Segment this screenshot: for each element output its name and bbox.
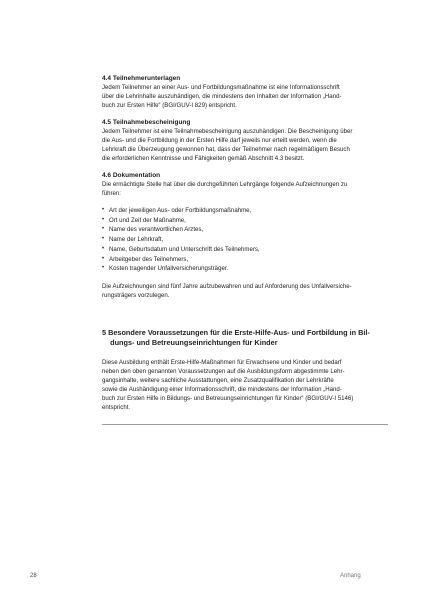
list-item	[102, 216, 370, 226]
bullet-icon: •	[102, 216, 105, 223]
footer-section-label: Anhang	[340, 573, 361, 579]
list-item-text: Name, Geburtsdatum und Unterschrift des Teilnehmers,	[109, 245, 260, 253]
section-heading: 4.4 Teilnehmerunterlagen	[102, 75, 181, 82]
paragraph-line: Jedem Teilnehmer ist eine Teilnahmebescheinigung auszuhändigen. Die Bescheinigung über	[102, 128, 353, 135]
paragraph-line: die erforderlichen Kenntnisse und Fähigkeiten gemäß Abschnitt 4.3 besitzt.	[102, 155, 305, 162]
bullet-icon: •	[102, 265, 105, 272]
bullet-icon: •	[102, 245, 105, 252]
bullet-icon: •	[102, 207, 105, 213]
paragraph-line: über die Lehrinhalte auszuhändigen, die mindestens den Inhalten der Information „Hand-	[102, 93, 342, 100]
page-number: 28	[30, 573, 37, 579]
list-item	[102, 255, 370, 265]
list-item	[102, 206, 370, 216]
paragraph-line: führen:	[102, 190, 121, 197]
paragraph-line: Die ermächtigte Stelle hat über die durchgeführten Lehrgänge folgende Aufzeichnungen zu	[102, 181, 348, 188]
chapter-heading: dungs- und Betreuungseinrichtungen für Kinder	[102, 337, 278, 347]
list-item-text: Arbeitgeber des Teilnehmers,	[109, 255, 189, 263]
paragraph-line: gangsinhalte, weitere sachliche Ausstattungen, eine Zusatzqualifikation der Lehrkräfte	[102, 376, 334, 384]
list-item	[102, 245, 370, 255]
list-item-text: Name der Lehrkraft,	[109, 236, 164, 244]
section-teilnahmebescheinigung	[102, 118, 370, 163]
list-item-text: Kosten tragender Unfallversicherungsträger.	[109, 265, 229, 273]
paragraph-line: neben den oben genannten Voraussetzungen auf die Ausbildungsform abgestimmte Lehr-	[102, 367, 345, 375]
bullet-list	[102, 206, 370, 274]
paragraph-line: Diese Ausbildung enthält Erste-Hilfe-Maßnahmen für Erwachsene und Kinder und bedarf	[102, 358, 342, 366]
paragraph-line: Die Aufzeichnungen sind fünf Jahre aufzubewahren und auf Anforderung des Unfallversiche-	[102, 282, 352, 290]
section-teilnehmerunterlagen	[102, 74, 370, 110]
paragraph-line: die Aus- und die Fortbildung in der Ersten Hilfe darf jeweils nur erteilt werden, wenn die	[102, 137, 337, 144]
paragraph-line: buch zur Ersten Hilfe“ (BGI/GUV-I 829) entspricht.	[102, 102, 237, 109]
list-item-text: Ort und Zeit der Maßnahme,	[109, 216, 186, 224]
paragraph-line: sowie die Aushändigung einer Informationsschrift, die mindestens der Information „Hand-	[102, 385, 342, 393]
section-dokumentation	[102, 171, 370, 300]
section-divider	[102, 424, 388, 425]
list-item-text: Name des verantwortlichen Arztes,	[109, 226, 204, 234]
chapter-besondere-voraussetzungen	[102, 328, 370, 412]
paragraph-line: Jedem Teilnehmer an einer Aus- und Fortbildungsmaßnahme ist eine Informationsschrift	[102, 84, 340, 91]
list-item	[102, 264, 370, 274]
paragraph-line: entspricht.	[102, 403, 131, 411]
bullet-icon: •	[102, 255, 105, 262]
section-heading: 4.6 Dokumentation	[102, 172, 161, 179]
list-item	[102, 235, 370, 245]
paragraph-line: buch zur Ersten Hilfe in Bildungs- und Betreuungseinrichtungen für Kinder“ (BGI/GUV-I 5146)	[102, 394, 354, 402]
bullet-icon: •	[102, 236, 105, 243]
chapter-heading: 5 Besondere Voraussetzungen für die Erste-Hilfe-Aus- und Fortbildung in Bil-	[102, 327, 370, 337]
bullet-icon: •	[102, 226, 105, 233]
section-heading: 4.5 Teilnahmebescheinigung	[102, 119, 191, 126]
content-column	[102, 74, 370, 412]
list-item-text: Art der jeweiligen Aus- oder Fortbildungsmaßnahme,	[109, 207, 252, 214]
paragraph-line: Lehrkraft die Überzeugung gewonnen hat, dass der Teilnehmer nach regelmäßigem Besuch	[102, 146, 350, 153]
paragraph-line: rungsträgers vorzulegen.	[102, 291, 170, 299]
list-item	[102, 225, 370, 235]
